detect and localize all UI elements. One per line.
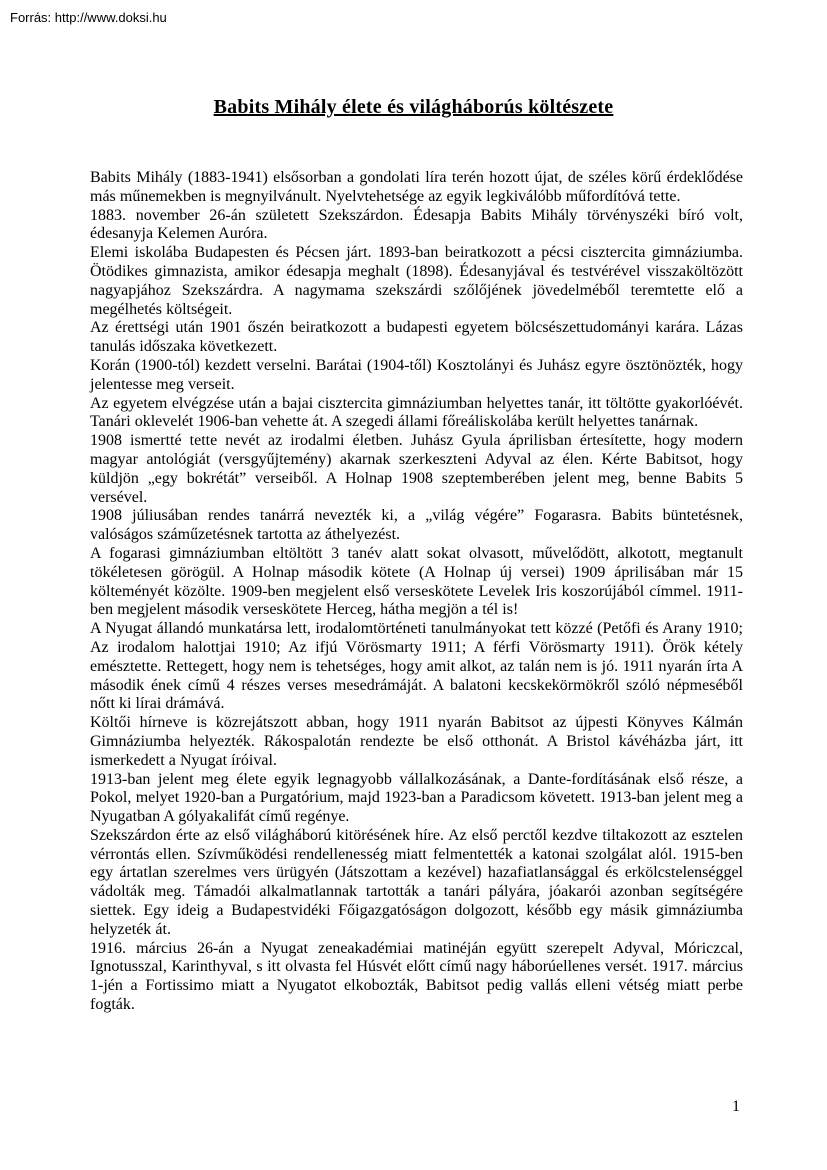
paragraph-1908-fame: 1908 ismertté tette nevét az irodalmi életben. Juhász Gyula áprilisban értesítette, hogy modern magyar antológiát (versgyűjtemény) akarnak szerkeszteni Adyval az élen. Kérte Babitsot, hogy küldjön „egy bokrétát” verseiből. A Holnap 1908 szeptemberében jelent meg, benne Babits 5 versével.: [90, 432, 743, 506]
paragraph-world-war: Szekszárdon érte az első világháború kitörésének híre. Az első perctől kezdve tiltakozott az esztelen vérrontás ellen. Szívműködési rendellenesség miatt felmentették a katonai szolgálat alól. 1915-ben egy ártatlan szerelmes vers ürügyén (Játszottam a kezével) hazafiatlansággal és erkölcstelenséggel vádolták meg. Támadói alkalmatlannak tartották a tanári pályára, jóakarói azonban segítségére siettek. Egy ideig a Budapestvidéki Főigazgatóságon dolgozott, később egy másik gimnáziumba helyzeték át.: [90, 826, 743, 938]
page-number: 1: [732, 1098, 740, 1115]
source-url-label: Forrás: http://www.doksi.hu: [10, 10, 167, 25]
paragraph-nyugat-essays: A Nyugat állandó munkatársa lett, irodalomtörténeti tanulmányokat tett közzé (Petőfi és Arany 1910; Az irodalom halottjai 1910; Az ifjú Vörösmarty 1911; A férfi Vörösmarty 1911). Örök kétely emésztette. Rettegett, hogy nem is tehetséges, hogy amit alkot, az talán nem is jó. 1911 nyarán írta A második ének című 4 részes verses mesedrámáját. A balatoni kecskekörmökről szóló népmeséből nőtt ki lírai drámává.: [90, 620, 743, 713]
paragraph-1916-1917: 1916. március 26-án a Nyugat zeneakadémiai matinéján együtt szerepelt Adyval, Móriczcal, Ignotusszal, Karinthyval, s itt olvasta fel Húsvét előtt című nagy háborúellenes versét. 1917. március 1-jén a Fortissimo miatt a Nyugatot elkobozták, Babitsot pedig vallás elleni vétség miatt perbe fogták.: [90, 939, 743, 1014]
page-title: Babits Mihály élete és világháborús költészete: [213, 96, 614, 118]
paragraph-dante-translation: 1913-ban jelent meg élete egyik legnagyobb vállalkozásának, a Dante-fordításának első része, a Pokol, melyet 1920-ban a Purgatórium, majd 1923-ban a Paradicsom követett. 1913-ban jelent meg a Nyugatban A gólyakalifát című regénye.: [90, 770, 743, 826]
paragraph-university: Az érettségi után 1901 őszén beiratkozott a budapesti egyetem bölcsészettudományi karára. Lázas tanulás időszaka következett.: [90, 319, 743, 356]
paragraph-teaching-career: Az egyetem elvégzése után a bajai cisztercita gimnáziumban helyettes tanár, itt töltötte gyakorlóévét. Tanári oklevelét 1906-ban vehette át. A szegedi állami főreáliskolába került helyettes tanárnak.: [90, 394, 743, 431]
paragraph-birth: 1883. november 26-án született Szekszárdon. Édesapja Babits Mihály törvényszéki bíró volt, édesanyja Kelemen Auróra.: [90, 206, 743, 243]
paragraph-ujpest-move: Költői hírneve is közrejátszott abban, hogy 1911 nyarán Babitsot az újpesti Könyves Kálmán Gimnáziumba helyezték. Rákospalotán rendezte be első otthonát. A Bristol kávéházba járt, itt ismerkedett a Nyugat íróival.: [90, 714, 743, 769]
paragraph-fogaras-appointment: 1908 júliusában rendes tanárrá nevezték ki, a „világ végére” Fogarasra. Babits büntetésnek, valóságos száműzetésnek tartotta az áthelyezést.: [90, 507, 743, 544]
document-body: [90, 169, 743, 1015]
paragraph-schooling: Elemi iskolába Budapesten és Pécsen járt. 1893-ban beiratkozott a pécsi cisztercita gimnáziumba. Ötödikes gimnazista, amikor édesapja meghalt (1898). Édesanyjával és testvérével visszaköltözött nagyapjához Szekszárdra. A nagymama szekszárdi szőlőjének jövedelméből teremtette elő a megélhetés költségeit.: [90, 244, 743, 318]
paragraph-intro: Babits Mihály (1883-1941) elsősorban a gondolati líra terén hozott újat, de széles körű érdeklődése más műnemekben is megnyilvánult. Nyelvtehetsége az egyik legkiválóbb műfordítóvá tette.: [90, 169, 743, 205]
paragraph-fogaras-years: A fogarasi gimnáziumban eltöltött 3 tanév alatt sokat olvasott, művelődött, alkotott, megtanult tökéletesen görögül. A Holnap második kötete (A Holnap új versei) 1909 áprilisában már 15 költeményét közölte. 1909-ben megjelent első verseskötete Levelek Iris koszorújából címmel. 1911-ben megjelent második verseskötete Herceg, hátha megjön a tél is!: [90, 544, 743, 619]
paragraph-early-poems: Korán (1900-tól) kezdett verselni. Barátai (1904-től) Kosztolányi és Juhász egyre ösztönözték, hogy jelentesse meg verseit.: [90, 356, 743, 393]
